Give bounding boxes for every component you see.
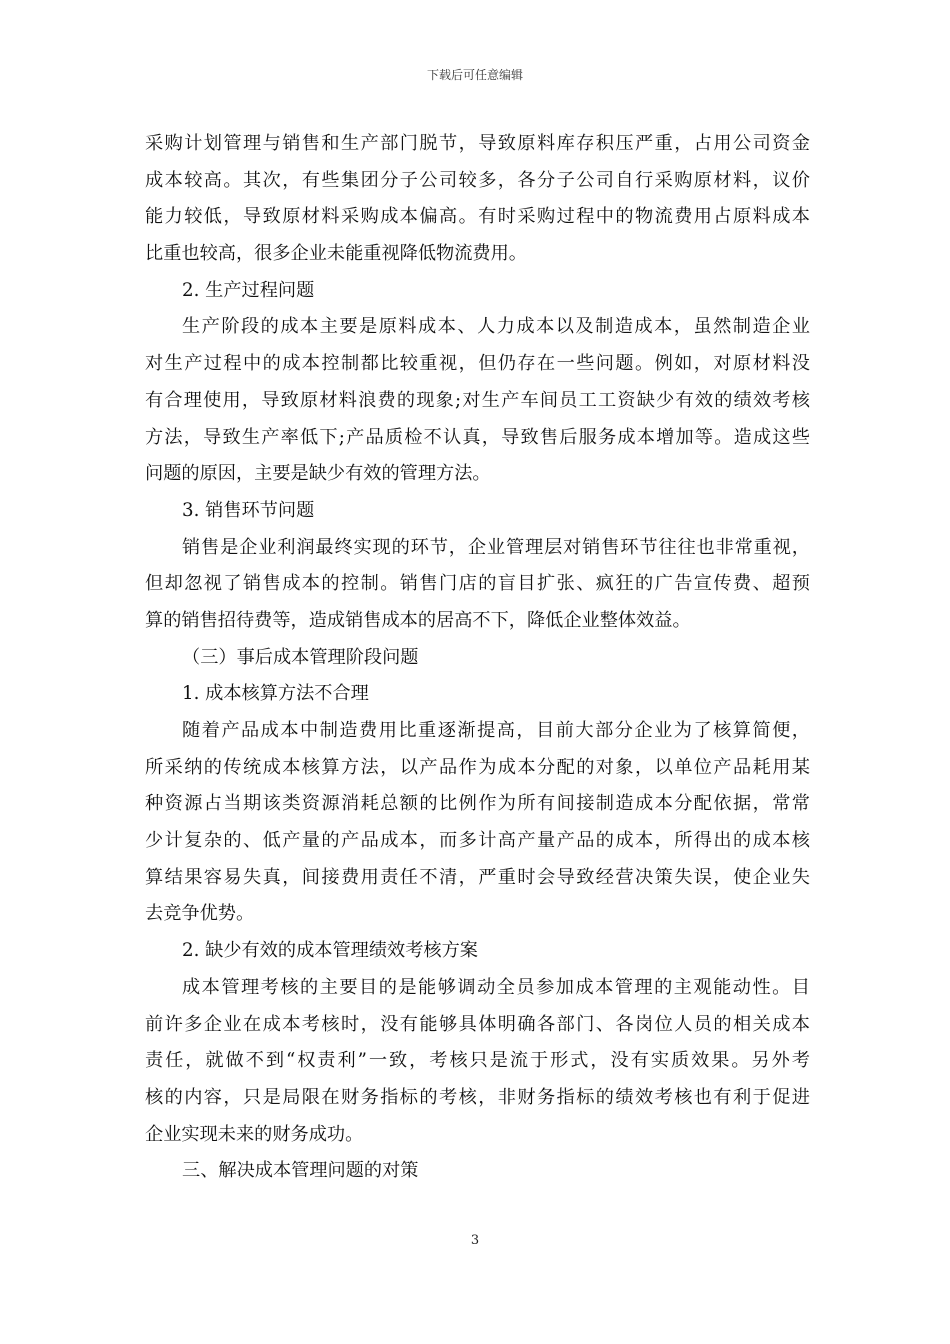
section-heading: 2. 生产过程问题	[182, 279, 315, 301]
paragraph-line: 企业实现未来的财务成功。	[145, 1123, 364, 1145]
paragraph-line: 比重也较高，很多企业未能重视降低物流费用。	[145, 243, 527, 265]
paragraph-line: 问题的原因，主要是缺少有效的管理方法。	[145, 463, 491, 485]
paragraph-line: 采购计划管理与销售和生产部门脱节，导致原料库存积压严重，占用公司资金	[145, 133, 810, 154]
section-heading: 1. 成本核算方法不合理	[182, 683, 369, 705]
paragraph-line: 责任，就做不到“权责利”一致，考核只是流于形式，没有实质效果。另外考	[145, 1050, 810, 1072]
paragraph-line: 少计复杂的、低产量的产品成本，而多计高产量产品的成本，所得出的成本核	[145, 830, 810, 852]
paragraph-line: 随着产品成本中制造费用比重逐渐提高，目前大部分企业为了核算简便，	[182, 720, 810, 741]
paragraph-line: 生产阶段的成本主要是原料成本、人力成本以及制造成本，虽然制造企业	[182, 316, 810, 338]
paragraph-line: 算结果容易失真，间接费用责任不清，严重时会导致经营决策失误，使企业失	[145, 866, 810, 888]
paragraph-line: 所采纳的传统成本核算方法，以产品作为成本分配的对象，以单位产品耗用某	[145, 756, 810, 778]
paragraph-line: 销售是企业利润最终实现的环节，企业管理层对销售环节往往也非常重视，	[182, 536, 810, 558]
paragraph-line: 对生产过程中的成本控制都比较重视，但仍存在一些问题。例如，对原材料没	[145, 353, 810, 375]
paragraph-line: 有合理使用，导致原材料浪费的现象;对生产车间员工工资缺少有效的绩效考核	[145, 389, 810, 411]
paragraph-line: 前许多企业在成本考核时，没有能够具体明确各部门、各岗位人员的相关成本	[145, 1013, 810, 1035]
paragraph-line: 算的销售招待费等，造成销售成本的居高不下，降低企业整体效益。	[145, 609, 691, 631]
paragraph-line: 能力较低，导致原材料采购成本偏高。有时采购过程中的物流费用占原料成本	[145, 206, 810, 228]
paragraph-line: 方法，导致生产率低下;产品质检不认真，导致售后服务成本增加等。造成这些	[145, 426, 810, 448]
paragraph-line: 去竞争优势。	[145, 903, 255, 925]
page-header: 下载后可任意编辑	[426, 68, 523, 82]
section-heading: 2. 缺少有效的成本管理绩效考核方案	[182, 940, 478, 962]
section-heading: （三）事后成本管理阶段问题	[182, 646, 419, 668]
paragraph-line: 成本较高。其次，有些集团分子公司较多，各分子公司自行采购原材料，议价	[145, 169, 810, 191]
paragraph-line: 核的内容，只是局限在财务指标的考核，非财务指标的绩效考核也有利于促进	[145, 1086, 810, 1108]
paragraph-line: 种资源占当期该类资源消耗总额的比例作为所有间接制造成本分配依据，常常	[145, 793, 810, 815]
paragraph-line: 成本管理考核的主要目的是能够调动全员参加成本管理的主观能动性。目	[182, 976, 810, 998]
section-heading: 3. 销售环节问题	[182, 499, 315, 521]
section-heading: 三、解决成本管理问题的对策	[182, 1160, 419, 1182]
paragraph-line: 但却忽视了销售成本的控制。销售门店的盲目扩张、疯狂的广告宣传费、超预	[145, 573, 810, 595]
body-text	[145, 126, 810, 1190]
page-number: 3	[470, 1233, 480, 1248]
